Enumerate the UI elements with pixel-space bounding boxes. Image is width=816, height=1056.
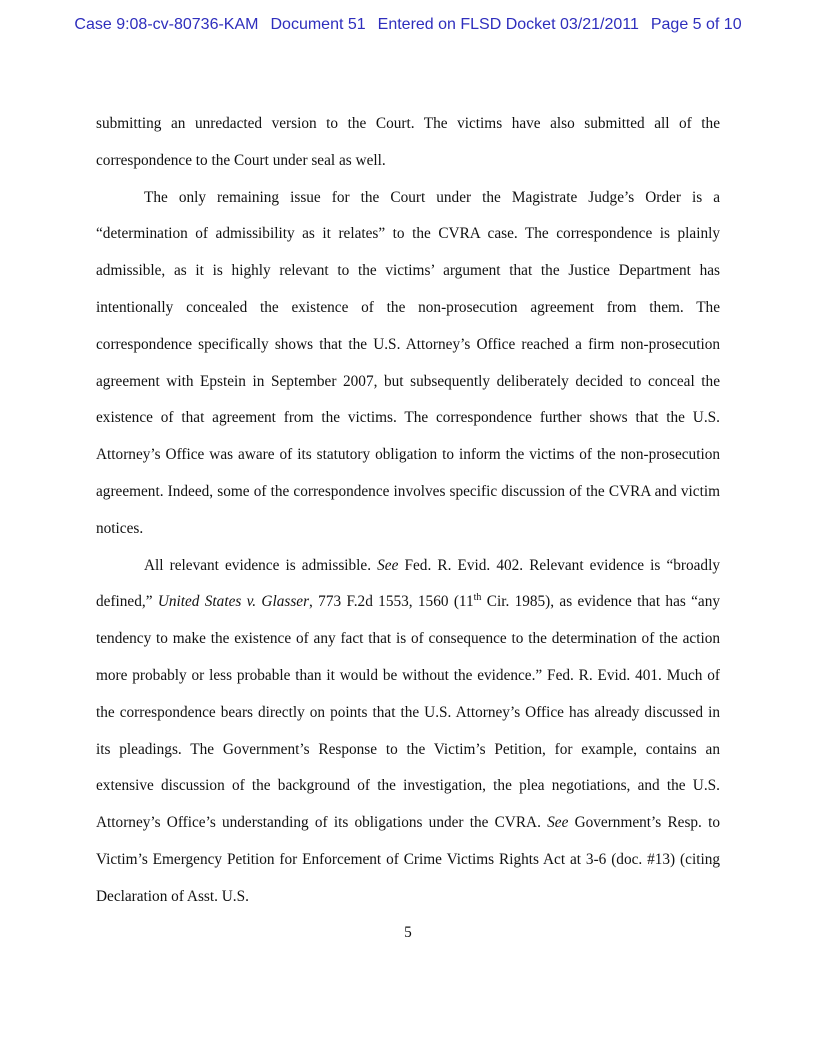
signal-see: See — [547, 814, 569, 832]
paragraph-relevant-evidence — [96, 548, 720, 916]
docket-entry: Entered on FLSD Docket 03/21/2011 — [377, 16, 639, 33]
text-segment: All relevant evidence is admissible. — [144, 556, 378, 574]
text-segment: Government’s Resp. to Victim’s Emergency Petition for Enforcement of Crime Victims Rights Act at 3-6 (doc. #13) (citing Declaration of Asst. U.S. — [96, 814, 720, 905]
case-citation: United States v. Glasser — [157, 593, 310, 611]
document-number: Document 51 — [270, 16, 366, 33]
case-number: Case 9:08-cv-80736-KAM — [74, 16, 259, 33]
paragraph-continuation: submitting an unredacted version to the Court. The victims have also submitted all of the correspondence to the Court under seal as well. — [96, 115, 720, 169]
document-body — [96, 106, 720, 916]
text-segment: Fed. R. Evid. 402. Relevant evidence is “broadly defined,” — [96, 556, 720, 611]
signal-see: See — [377, 556, 399, 574]
paragraph-admissibility: The only remaining issue for the Court under the Magistrate Judge’s Order is a “determination of admissibility as it relates” to the CVRA case. The correspondence is plainly admissible, as it is highly relevant to the victims’ argument that the Justice Department has intentionally concealed the existence of the non-prosecution agreement from them. The correspondence specifically shows that the U.S. Attorney’s Office reached a firm non-prosecution agreement with Epstein in September 2007, but subsequently deliberately decided to conceal the existence of that agreement from the victims. The correspondence further shows that the U.S. Attorney’s Office was aware of its statutory obligation to inform the victims of the non-prosecution agreement. Indeed, some of the correspondence involves specific discussion of the CVRA and victim notices. — [96, 188, 720, 537]
page-number: 5 — [404, 924, 412, 941]
docket-header — [0, 16, 816, 34]
ordinal-superscript: th — [473, 592, 482, 604]
text-segment: , 773 F.2d 1553, 1560 (11 — [309, 593, 474, 611]
text-segment: Cir. 1985), as evidence that has “any tendency to make the existence of any fact that is of consequence to the determination of the action more probably or less probable than it would be without the evidence.” Fed. R. Evid. 401. Much of the correspondence bears directly on points that the U.S. Attorney’s Office has already discussed in its pleadings. The Government’s Response to the Victim’s Petition, for example, contains an extensive discussion of the background of the investigation, the plea negotiations, and the U.S. Attorney’s Office’s understanding of its obligations under the CVRA. — [96, 593, 721, 832]
page-count: Page 5 of 10 — [650, 16, 742, 33]
